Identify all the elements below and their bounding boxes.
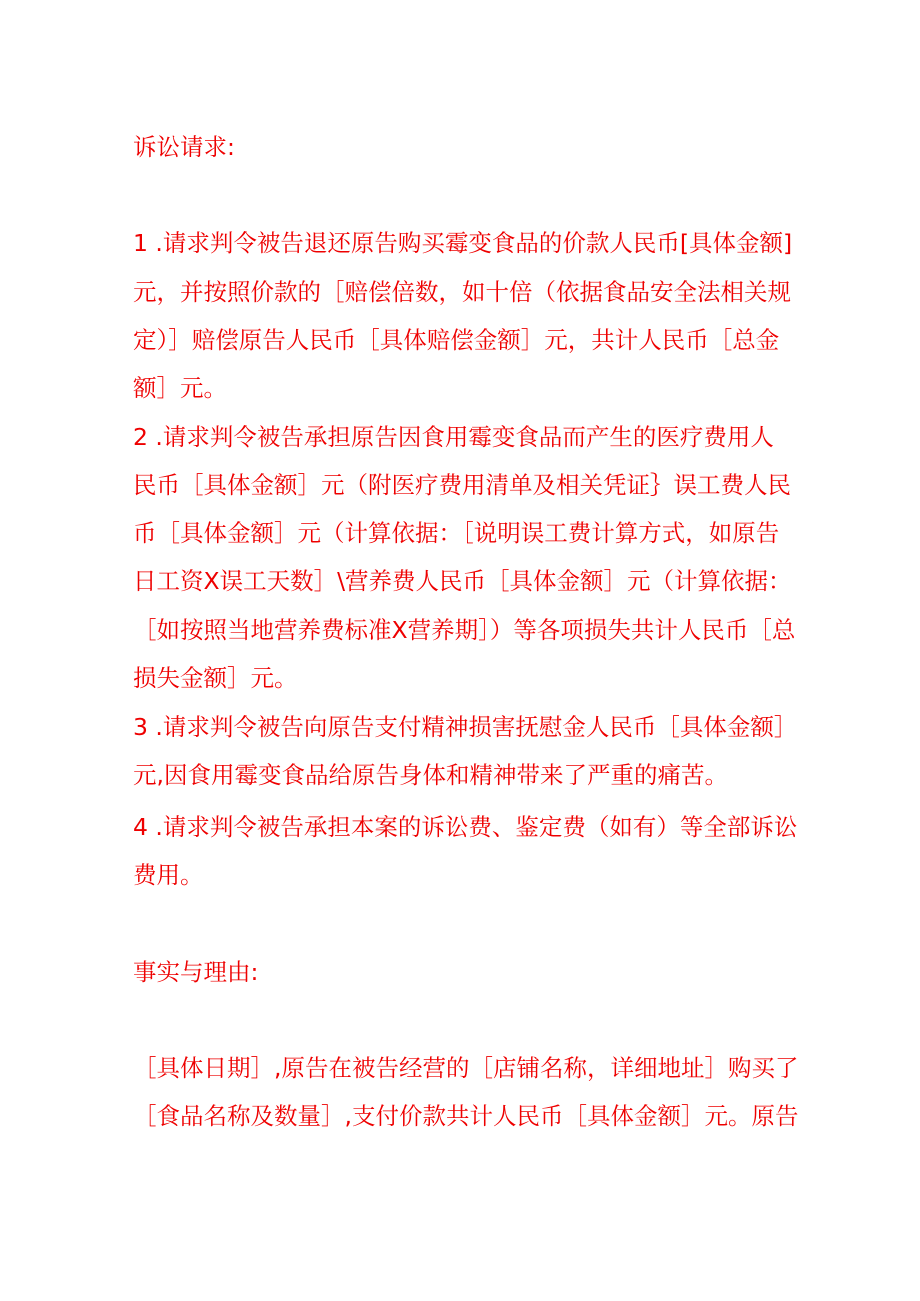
claim-line: 元,因食用霉变食品给原告身体和精神带来了严重的痛苦。 xyxy=(133,761,728,789)
facts-line: ［食品名称及数量］,支付价款共计人民币［具体金额］元。原告 xyxy=(133,1102,799,1130)
claim-line: 定）］赔偿原告人民币［具体赔偿金额］元，共计人民币［总金 xyxy=(133,326,780,354)
claim-line: 币［具体金额］元（计算依据：［说明误工费计算方式，如原告 xyxy=(133,519,780,547)
section-heading-facts: 事实与理由: xyxy=(133,958,259,986)
claim-line: 民币［具体金额］元（附医疗费用清单及相关凭证｝误工费人民 xyxy=(133,471,791,499)
claim-line: 日工资X误工天数］\营养费人民币［具体金额］元（计算依据： xyxy=(133,567,792,595)
facts-line: ［具体日期］,原告在被告经营的［店铺名称，详细地址］购买了 xyxy=(133,1054,799,1082)
claim-line: ［如按照当地营养费标准X营养期］）等各项损失共计人民币［总 xyxy=(133,616,796,644)
claim-line: 4 .请求判令被告承担本案的诉讼费、鉴定费（如有）等全部诉讼 xyxy=(133,813,798,841)
claim-line: 费用。 xyxy=(133,861,204,889)
claim-line: 1 .请求判令被告退还原告购买霉变食品的价款人民币[具体金额] xyxy=(133,229,793,257)
claim-line: 元，并按照价款的［赔偿倍数，如十倍（依据食品安全法相关规 xyxy=(133,278,791,306)
claim-line: 额］元。 xyxy=(133,374,227,402)
claim-line: 损失金额］元。 xyxy=(133,664,298,692)
claim-line: 3 .请求判令被告向原告支付精神损害抚慰金人民币［具体金额］ xyxy=(133,713,798,741)
section-heading-claims: 诉讼请求: xyxy=(133,133,235,161)
claim-line: 2 .请求判令被告承担原告因食用霉变食品而产生的医疗费用人 xyxy=(133,423,774,451)
